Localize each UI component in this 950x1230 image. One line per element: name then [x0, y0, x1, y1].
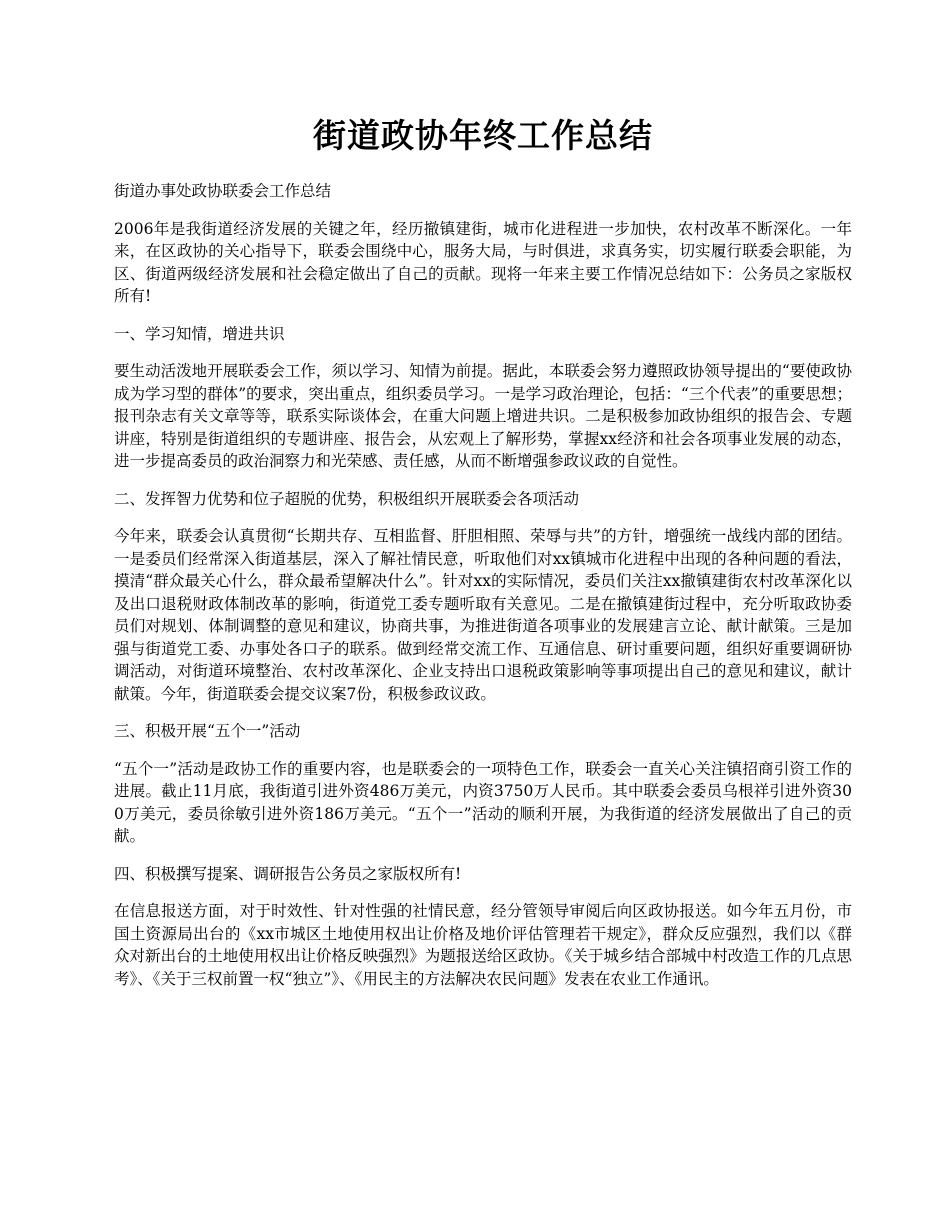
section-body-3: “五个一”活动是政协工作的重要内容，也是联委会的一项特色工作，联委会一直关心关注镇招商引资工作的进展。截止11月底，我街道引进外资486万美元，内资3750万人民币。其中联委会委员乌根祥引进外资300万美元，委员徐敏引进外资186万美元。“五个一”活动的顺利开展，为我街道的经济发展做出了自己的贡献。	[114, 759, 852, 845]
section-heading-2: 二、发挥智力优势和位子超脱的优势，积极组织开展联委会各项活动	[114, 489, 580, 508]
document-subtitle: 街道办事处政协联委会工作总结	[114, 182, 332, 200]
section-heading-1: 一、学习知情，增进共识	[114, 324, 285, 343]
section-body-1: 要生动活泼地开展联委会工作，须以学习、知情为前提。据此，本联委会努力遵照政协领导提出的“要使政协成为学习型的群体”的要求，突出重点，组织委员学习。一是学习政治理论，包括：“三个代表”的重要思想；报刊杂志有关文章等等，联系实际谈体会，在重大问题上增进共识。二是积极参加政协组织的报告会、专题讲座，特别是街道组织的专题讲座、报告会，从宏观上了解形势，掌握xx经济和社会各项事业发展的动态，进一步提高委员的政治洞察力和光荣感、责任感，从而不断增强参政议政的自觉性。	[114, 362, 852, 470]
section-body-4: 在信息报送方面，对于时效性、针对性强的社情民意，经分管领导审阅后向区政协报送。如今年五月份，市国土资源局出台的《xx市城区土地使用权出让价格及地价评估管理若干规定》，群众反应强烈，我们以《群众对新出台的土地使用权出让价格反映强烈》为题报送给区政协。《关于城乡结合部城中村改造工作的几点思考》、《关于三权前置一权“独立”》、《用民主的方法解决农民问题》发表在农业工作通讯。	[114, 902, 852, 988]
section-heading-3: 三、积极开展“五个一”活动	[114, 722, 301, 740]
section-heading-4: 四、积极撰写提案、调研报告公务员之家版权所有!	[114, 864, 462, 883]
intro-paragraph: 2006年是我街道经济发展的关键之年，经历撤镇建街，城市化进程进一步加快，农村改革不断深化。一年来，在区政协的关心指导下，联委会围绕中心，服务大局，与时俱进，求真务实，切实履行联委会职能，为区、街道两级经济发展和社会稳定做出了自己的贡献。现将一年来主要工作情况总结如下：公务员之家版权所有!	[114, 219, 852, 305]
document-title: 街道政协年终工作总结	[313, 116, 653, 155]
document-page	[114, 104, 852, 1005]
section-body-2: 今年来，联委会认真贯彻“长期共存、互相监督、肝胆相照、荣辱与共”的方针，增强统一战线内部的团结。一是委员们经常深入街道基层，深入了解社情民意，听取他们对xx镇城市化进程中出现的各种问题的看法，摸清“群众最关心什么，群众最希望解决什么”。针对xx的实际情况，委员们关注xx撤镇建街农村改革深化以及出口退税财政体制改革的影响，街道党工委专题听取有关意见。二是在撤镇建街过程中，充分听取政协委员们对规划、体制调整的意见和建议，协商共事，为推进街道各项事业的发展建言立论、献计献策。三是加强与街道党工委、办事处各口子的联系。做到经常交流工作、互通信息、研讨重要问题，组织好重要调研协调活动，对街道环境整治、农村改革深化、企业支持出口退税政策影响等事项提出自己的意见和建议，献计献策。今年，街道联委会提交议案7份，积极参政议政。	[114, 527, 852, 703]
